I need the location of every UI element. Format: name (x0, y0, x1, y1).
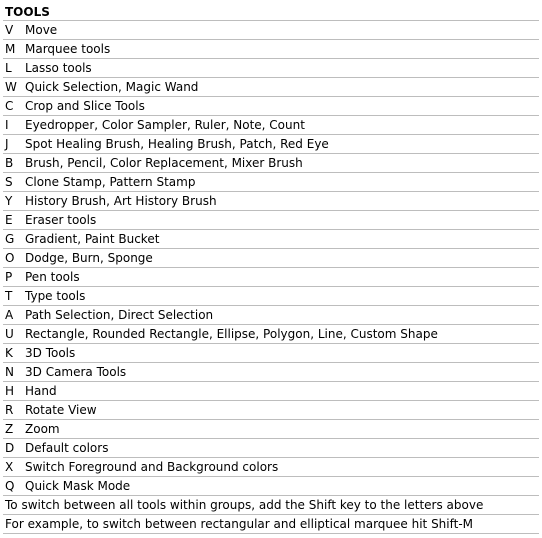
tool-description: Type tools (25, 289, 86, 303)
tool-description: Path Selection, Direct Selection (25, 308, 214, 322)
table-row (3, 382, 539, 401)
table-row (3, 287, 539, 306)
shortcut-key: Y (5, 194, 13, 208)
table-row (3, 439, 539, 458)
table-row (3, 230, 539, 249)
table-row (3, 268, 539, 287)
tool-description: Spot Healing Brush, Healing Brush, Patch, Red Eye (25, 137, 329, 151)
shortcut-key: M (5, 42, 16, 56)
table-row (3, 154, 539, 173)
table-row (3, 97, 539, 116)
tool-description: Move (25, 23, 58, 37)
table-row (3, 192, 539, 211)
tool-description: Marquee tools (25, 42, 111, 56)
shortcut-key: V (5, 23, 14, 37)
shortcut-key: B (5, 156, 14, 170)
shortcut-key: Z (5, 422, 14, 436)
shortcut-key: H (5, 384, 15, 398)
note-row-shift: To switch between all tools within groups, add the Shift key to the letters above (3, 496, 539, 515)
shortcut-key: X (5, 460, 14, 474)
table-row (3, 173, 539, 192)
table-row (3, 40, 539, 59)
table-row (3, 59, 539, 78)
shortcut-key: R (5, 403, 14, 417)
shortcut-key: A (5, 308, 14, 322)
note-row-example: For example, to switch between rectangular and elliptical marquee hit Shift-M (3, 515, 539, 534)
tool-description: Brush, Pencil, Color Replacement, Mixer Brush (25, 156, 303, 170)
shortcut-key: Q (5, 479, 15, 493)
shortcut-key: P (5, 270, 13, 284)
tool-description: Gradient, Paint Bucket (25, 232, 160, 246)
shortcut-key: G (5, 232, 15, 246)
table-row (3, 78, 539, 97)
table-row (3, 116, 539, 135)
shortcut-key: D (5, 441, 15, 455)
tool-description: Pen tools (25, 270, 80, 284)
table-row (3, 458, 539, 477)
tool-description: History Brush, Art History Brush (25, 194, 217, 208)
tool-description: 3D Tools (25, 346, 76, 360)
tool-description: Default colors (25, 441, 109, 455)
tool-description: Rotate View (25, 403, 97, 417)
table-row (3, 135, 539, 154)
table-row (3, 306, 539, 325)
shortcut-key: K (5, 346, 13, 360)
table-row (3, 420, 539, 439)
table-heading: TOOLS (3, 3, 539, 21)
tool-description: Hand (25, 384, 57, 398)
shortcut-key: U (5, 327, 14, 341)
shortcut-key: E (5, 213, 13, 227)
table-row (3, 249, 539, 268)
tool-description: Eraser tools (25, 213, 97, 227)
tool-description: Switch Foreground and Background colors (25, 460, 279, 474)
shortcut-key: O (5, 251, 15, 265)
shortcut-key: I (5, 118, 9, 132)
table-row (3, 477, 539, 496)
table-row (3, 363, 539, 382)
tool-description: Zoom (25, 422, 60, 436)
tool-description: Crop and Slice Tools (25, 99, 145, 113)
shortcut-key: T (5, 289, 13, 303)
shortcut-key: J (5, 137, 9, 151)
table-row (3, 344, 539, 363)
shortcut-key: W (5, 80, 17, 94)
shortcut-key: N (5, 365, 14, 379)
tool-description: 3D Camera Tools (25, 365, 127, 379)
tool-description: Clone Stamp, Pattern Stamp (25, 175, 196, 189)
table-row (3, 325, 539, 344)
shortcut-key: S (5, 175, 13, 189)
shortcut-key: C (5, 99, 14, 113)
tool-description: Lasso tools (25, 61, 92, 75)
tool-description: Quick Selection, Magic Wand (25, 80, 199, 94)
shortcut-key: L (5, 61, 12, 75)
table-row (3, 211, 539, 230)
table-row (3, 21, 539, 40)
table-row (3, 401, 539, 420)
tool-description: Dodge, Burn, Sponge (25, 251, 153, 265)
tool-description: Rectangle, Rounded Rectangle, Ellipse, Polygon, Line, Custom Shape (25, 327, 438, 341)
tool-description: Eyedropper, Color Sampler, Ruler, Note, Count (25, 118, 305, 132)
tool-rows (3, 21, 539, 496)
tool-description: Quick Mask Mode (25, 479, 131, 493)
